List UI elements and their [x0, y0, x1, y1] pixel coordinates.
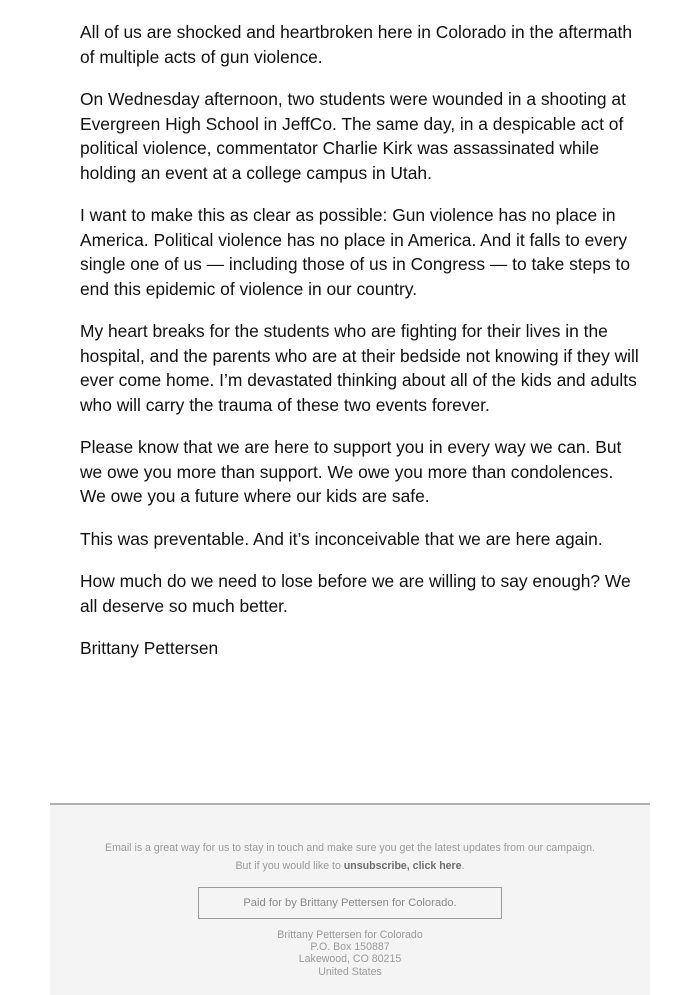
address-org: Brittany Pettersen for Colorado — [277, 929, 423, 941]
unsubscribe-link[interactable]: unsubscribe, click here — [343, 860, 462, 872]
address-po-box: P.O. Box 150887 — [310, 941, 390, 954]
body-paragraph-4: My heart breaks for the students who are fighting for their lives in the hospital, and the parents who are at their bedside not knowing if they will ever come home. I’m devastated thinking about all of the kids and adults who will carry the trauma of these two events forever. — [80, 321, 639, 415]
body-paragraph-2: On Wednesday afternoon, two students were wounded in a shooting at Evergreen High School in JeffCo. The same day, in a despicable act of political violence, commentator Charlie Kirk was assassinated while holding an event at a college campus in Utah. — [80, 89, 626, 183]
address-country: United States — [318, 965, 382, 978]
email-body — [80, 20, 640, 661]
paid-for-disclaimer: Paid for by Brittany Pettersen for Colorado. — [198, 887, 502, 919]
footer-info — [50, 839, 650, 875]
email-footer — [50, 803, 650, 995]
body-paragraph-1: All of us are shocked and heartbroken here in Colorado in the aftermath of multiple acts of gun violence. — [80, 22, 632, 67]
signature: Brittany Pettersen — [80, 638, 219, 658]
footer-info-line-1: Email is a great way for us to stay in touch and make sure you get the latest updates from our campaign. — [105, 842, 595, 854]
footer-info-line-2-prefix: But if you would like to — [235, 860, 344, 872]
footer-info-line-2 — [50, 857, 650, 875]
mailing-address — [50, 929, 650, 978]
body-paragraph-5: Please know that we are here to support you in every way we can. But we owe you more than support. We owe you more than condolences. We owe you a future where our kids are safe. — [80, 437, 622, 506]
address-city: Lakewood, CO 80215 — [298, 953, 402, 966]
body-paragraph-3: I want to make this as clear as possible: Gun violence has no place in America. Political violence has no place in America. And it falls to every single one of us — including those of us in Congress — to take steps to end this epidemic of violence in our country. — [80, 205, 631, 299]
body-paragraph-7: How much do we need to lose before we are willing to say enough? We all deserve so much better. — [80, 571, 631, 616]
body-paragraph-6: This was preventable. And it’s inconceivable that we are here again. — [80, 528, 603, 549]
footer-info-line-2-suffix: . — [461, 860, 465, 872]
